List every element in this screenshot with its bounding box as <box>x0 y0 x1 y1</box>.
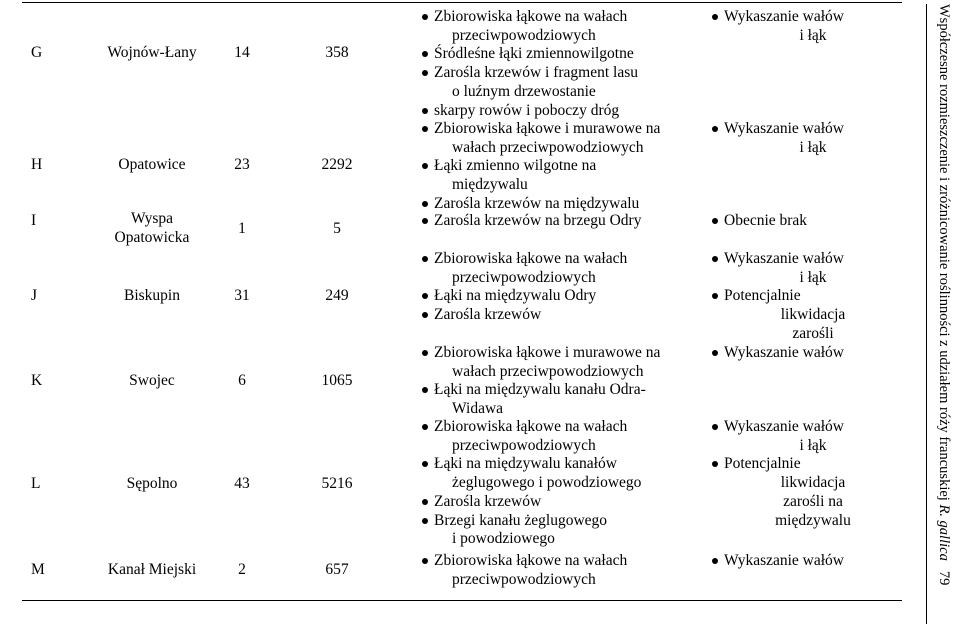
bullet-icon <box>712 424 718 430</box>
area-value: 657 <box>325 561 349 578</box>
habitat-item <box>422 455 712 492</box>
action-item-line: likwidacja <box>780 474 846 492</box>
habitat-item-line: Zarośla krzewów i fragment lasu <box>434 64 639 82</box>
action-list <box>712 8 902 45</box>
action-item-line: Wykaszanie wałów <box>724 418 845 435</box>
habitat-item-line: Zarośla krzewów <box>434 492 542 510</box>
habitat-item <box>422 102 712 121</box>
bullet-icon <box>422 126 428 132</box>
bullet-icon <box>712 256 718 262</box>
bullet-icon <box>422 424 428 430</box>
habitat-item-line: Zbiorowiska łąkowe na wałach <box>434 552 628 569</box>
action-item <box>712 212 902 231</box>
site-name <box>82 44 222 63</box>
action-item-line: likwidacja <box>780 306 846 324</box>
management-actions <box>712 212 902 231</box>
management-actions <box>712 552 902 571</box>
site-name <box>82 156 222 175</box>
area-value: 249 <box>325 287 349 304</box>
bullet-icon <box>422 218 428 224</box>
management-actions <box>712 344 902 363</box>
action-item-line: Potencjalnie <box>724 287 801 305</box>
count-value: 43 <box>234 475 250 492</box>
action-list <box>712 250 902 344</box>
action-item-line: Potencjalnie <box>724 455 801 473</box>
habitat-item-line: Brzegi kanału żeglugowego <box>434 511 608 529</box>
count-value: 1 <box>238 220 246 237</box>
bullet-icon <box>712 126 718 132</box>
action-list <box>712 344 902 363</box>
habitat-item <box>422 418 712 455</box>
bullet-icon <box>422 293 428 299</box>
site-name <box>82 287 222 306</box>
habitat-item <box>422 287 712 306</box>
site-letter: I <box>31 212 37 229</box>
area-value: 2292 <box>321 156 353 173</box>
habitat-item-line: Zbiorowiska łąkowe na wałach <box>434 250 628 267</box>
site-letter: L <box>31 475 41 492</box>
habitat-item-line: wałach przeciwpowodziowych <box>452 138 644 156</box>
bullet-icon <box>422 51 428 57</box>
habitat-item <box>422 344 712 381</box>
habitat-item <box>422 493 712 512</box>
habitat-descriptions <box>422 120 712 214</box>
site-name <box>82 210 222 247</box>
action-item-line: i łąk <box>799 26 827 44</box>
running-header-text <box>932 4 956 624</box>
habitat-item-line: Łąki na międzywalu kanałów <box>434 455 617 473</box>
action-list <box>712 212 902 231</box>
count-value: 31 <box>234 287 250 304</box>
count-value: 2 <box>238 561 246 578</box>
action-item-line: międzywalu <box>775 511 851 529</box>
action-item-line: i łąk <box>799 436 827 454</box>
management-actions <box>712 8 902 45</box>
management-actions <box>712 120 902 157</box>
bullet-icon <box>422 70 428 76</box>
habitat-descriptions <box>422 8 712 120</box>
habitat-item-line: międzywalu <box>452 176 528 194</box>
habitat-item-line: skarpy rowów i poboczy dróg <box>434 101 620 119</box>
page-number: 79 <box>936 570 952 586</box>
site-letter: M <box>31 561 45 578</box>
action-item <box>712 287 902 343</box>
site-name <box>82 372 222 391</box>
area-value: 5 <box>333 220 341 237</box>
habitat-item-line: Zbiorowiska łąkowe i murawowe na <box>434 120 661 137</box>
habitat-list <box>422 552 712 589</box>
action-item-line: zarośli na <box>783 492 843 510</box>
bullet-icon <box>712 558 718 564</box>
action-item <box>712 120 902 157</box>
bullet-icon <box>422 14 428 20</box>
habitat-item-line: Łąki zmienno wilgotne na <box>434 157 597 175</box>
area-value: 5216 <box>321 475 353 492</box>
site-name-line: Swojec <box>129 372 175 389</box>
habitat-item <box>422 512 712 549</box>
habitat-item-line: Zbiorowiska łąkowe na wałach <box>434 418 628 435</box>
management-actions <box>712 250 902 344</box>
site-letter: J <box>31 287 38 304</box>
count-value: 6 <box>238 372 246 389</box>
habitat-item <box>422 8 712 45</box>
habitat-item <box>422 306 712 325</box>
site-letter: H <box>31 156 43 173</box>
action-item-line: Wykaszanie wałów <box>724 8 845 25</box>
action-item <box>712 344 902 363</box>
habitat-list <box>422 212 712 231</box>
bullet-icon <box>422 256 428 262</box>
habitat-item-line: Łąki na międzywalu Odry <box>434 287 597 305</box>
bullet-icon <box>712 14 718 20</box>
habitat-item-line: Zarośla krzewów na międzywalu <box>434 194 640 212</box>
bullet-icon <box>422 518 428 524</box>
habitat-item-line: wałach przeciwpowodziowych <box>452 362 644 380</box>
habitat-item-line: o luźnym drzewostanie <box>452 82 596 100</box>
habitat-item <box>422 381 712 418</box>
bullet-icon <box>422 387 428 393</box>
action-item-line: Wykaszanie wałów <box>724 250 845 267</box>
action-list <box>712 120 902 157</box>
habitat-item-line: przeciwpowodziowych <box>452 268 596 286</box>
table-bottom-rule <box>22 600 902 601</box>
count-value: 23 <box>234 156 250 173</box>
action-item <box>712 8 902 45</box>
habitat-item-line: przeciwpowodziowych <box>452 26 596 44</box>
bullet-icon <box>712 293 718 299</box>
bullet-icon <box>712 461 718 467</box>
count-value: 14 <box>234 44 250 61</box>
habitat-item-line: Zarośla krzewów <box>434 306 542 324</box>
habitat-descriptions <box>422 344 712 419</box>
bullet-icon <box>422 108 428 114</box>
habitat-list <box>422 344 712 419</box>
action-item-line: i łąk <box>799 138 827 156</box>
habitat-list <box>422 250 712 325</box>
habitat-list <box>422 120 712 214</box>
habitat-descriptions <box>422 250 712 325</box>
bullet-icon <box>422 163 428 169</box>
habitat-list <box>422 8 712 120</box>
action-list <box>712 552 902 571</box>
bullet-icon <box>422 201 428 207</box>
bullet-icon <box>712 218 718 224</box>
site-name-line: Sępolno <box>126 475 178 492</box>
site-name-line: Opatowice <box>118 156 186 173</box>
running-header-title: Współczesne rozmieszczenie i zróżnicowanie roślinności z udziałem róży francuskiej <box>936 4 952 505</box>
habitat-item-line: Widawa <box>452 400 504 418</box>
bullet-icon <box>422 350 428 356</box>
site-name-line: Wyspa <box>130 210 174 227</box>
bullet-icon <box>422 558 428 564</box>
action-item <box>712 455 902 530</box>
habitat-item-line: żeglugowego i powodziowego <box>452 474 642 492</box>
action-list <box>712 418 902 530</box>
habitat-item <box>422 212 712 231</box>
action-item-line: Wykaszanie wałów <box>724 120 845 137</box>
site-letter: G <box>31 44 43 61</box>
running-header-species: R. gallica <box>936 504 952 561</box>
action-item <box>712 250 902 287</box>
bullet-icon <box>712 350 718 356</box>
vegetation-table <box>22 0 902 600</box>
action-item-line: i łąk <box>799 268 827 286</box>
action-item-line: Wykaszanie wałów <box>724 344 845 361</box>
habitat-item-line: Śródleśne łąki zmiennowilgotne <box>434 45 634 63</box>
action-item-line: Wykaszanie wałów <box>724 552 845 569</box>
habitat-item-line: Łąki na międzywalu kanału Odra- <box>434 381 646 399</box>
site-name-line: Biskupin <box>124 287 180 304</box>
bullet-icon <box>422 499 428 505</box>
action-item-line: Obecnie brak <box>724 212 808 229</box>
site-name <box>82 475 222 494</box>
site-name-line: Kanał Miejski <box>107 561 197 578</box>
action-item <box>712 418 902 455</box>
habitat-item <box>422 195 712 214</box>
area-value: 1065 <box>321 372 353 389</box>
running-header-rule <box>926 4 927 624</box>
habitat-item <box>422 120 712 157</box>
habitat-item-line: Zarośla krzewów na brzegu Odry <box>434 212 642 229</box>
management-actions <box>712 418 902 530</box>
habitat-item-line: Zbiorowiska łąkowe na wałach <box>434 8 628 25</box>
habitat-descriptions <box>422 552 712 589</box>
habitat-item-line: przeciwpowodziowych <box>452 570 596 588</box>
site-name-line: Wojnów-Łany <box>107 44 197 61</box>
bullet-icon <box>422 461 428 467</box>
habitat-item <box>422 45 712 64</box>
habitat-item-line: i powodziowego <box>452 530 555 548</box>
habitat-item <box>422 552 712 589</box>
site-name <box>82 561 222 580</box>
habitat-item <box>422 64 712 101</box>
site-name-line: Opatowicka <box>114 228 190 246</box>
bullet-icon <box>422 312 428 318</box>
habitat-descriptions <box>422 212 712 231</box>
site-letter: K <box>31 372 43 389</box>
habitat-item-line: Zbiorowiska łąkowe i murawowe na <box>434 344 661 361</box>
habitat-item <box>422 157 712 194</box>
habitat-list <box>422 418 712 549</box>
running-header <box>932 4 956 624</box>
habitat-item <box>422 250 712 287</box>
habitat-descriptions <box>422 418 712 549</box>
area-value: 358 <box>325 44 349 61</box>
action-item-line: zarośli <box>792 324 834 342</box>
habitat-item-line: przeciwpowodziowych <box>452 436 596 454</box>
action-item <box>712 552 902 571</box>
